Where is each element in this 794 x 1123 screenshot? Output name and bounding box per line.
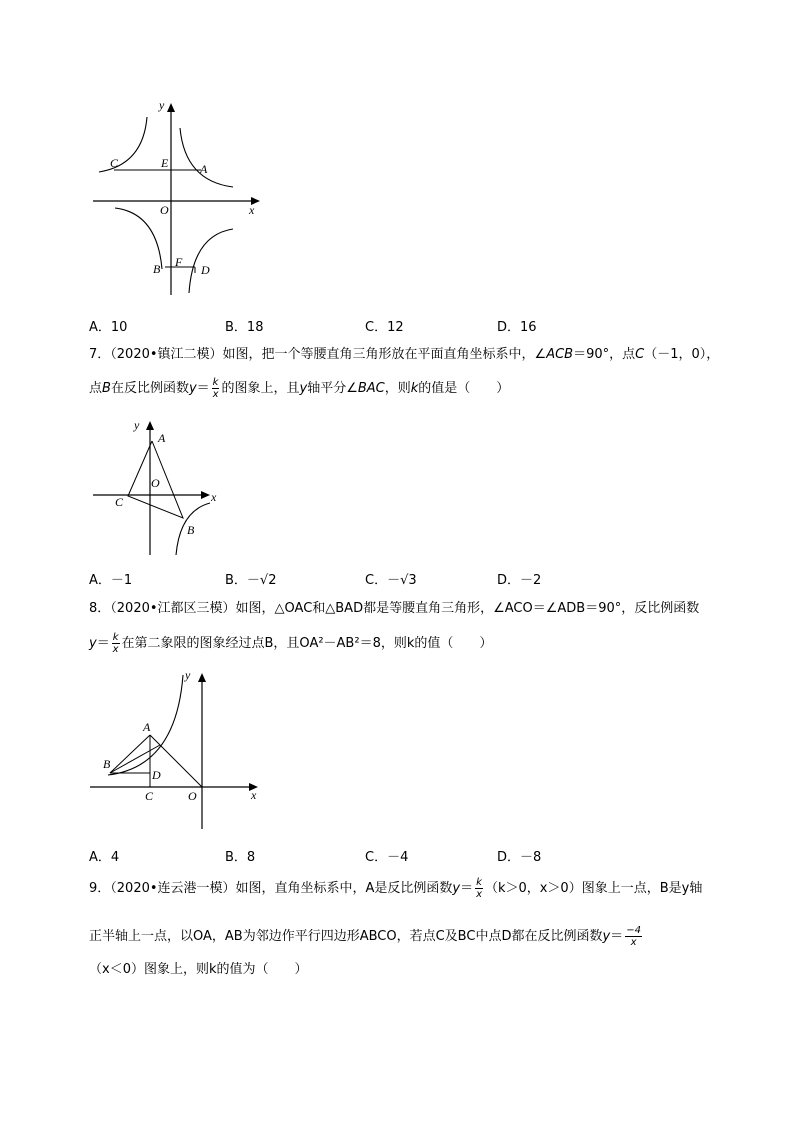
q6-label-f: F — [175, 255, 183, 269]
q7-option-c[interactable]: C．－√3 — [365, 573, 417, 588]
q6-label-e: E — [161, 156, 169, 170]
q7-label-y: y — [134, 418, 140, 432]
q9-fraction-2: $\frac{-4}{x}$ — [626, 925, 641, 948]
q7-label-o: O — [151, 476, 160, 490]
q7-option-a[interactable]: A．－1 — [89, 573, 133, 588]
q7-label-c: C — [115, 495, 124, 509]
q6-figure — [85, 95, 270, 300]
q6-label-y: y — [159, 98, 165, 112]
q7-label-x: x — [211, 490, 217, 504]
q9-fraction: $\frac{k}{x}$ — [476, 877, 482, 900]
q6-label-c: C — [110, 156, 119, 170]
q9-line1: 9．（2020•连云港一模）如图，直角坐标系中，A是反比例函数y＝ $\frac{k}{x}$ （k＞0，x＞0）图象上一点，B是y轴 — [89, 877, 703, 900]
q7-line2: 点B在反比例函数y＝ $\frac{k}{x}$ 的图象上，且y轴平分∠BAC，则k的值是（ ） — [89, 377, 510, 400]
q8-figure — [88, 667, 263, 832]
q9-line3: （x＜0）图象上，则k的值为（ ） — [89, 962, 308, 977]
q6-option-c[interactable]: C．12 — [365, 320, 404, 335]
q8-fraction: $\frac{k}{x}$ — [112, 632, 119, 655]
q6-label-d: D — [201, 263, 210, 277]
q7-option-d[interactable]: D．－2 — [497, 573, 542, 588]
q8-label-x: x — [251, 788, 257, 802]
q7-figure — [88, 415, 223, 560]
q6-label-o: O — [160, 203, 169, 217]
q8-label-o: O — [188, 789, 197, 803]
q6-option-b[interactable]: B．18 — [225, 320, 264, 335]
q7-option-b[interactable]: B．－√2 — [225, 573, 277, 588]
q7-label-a: A — [158, 431, 166, 445]
q7-fraction: $\frac{k}{x}$ — [212, 377, 219, 400]
q8-label-b: B — [103, 757, 111, 771]
q7-label-b: B — [187, 523, 195, 537]
q6-label-x: x — [249, 203, 255, 217]
q7-line1: 7．（2020•镇江二模）如图，把一个等腰直角三角形放在平面直角坐标系中，∠ACB＝90°，点C（－1，0）， — [89, 347, 720, 362]
q8-label-a: A — [143, 720, 151, 734]
q6-label-a: A — [200, 162, 208, 176]
q6-option-d[interactable]: D．16 — [497, 320, 537, 335]
q8-line1: 8．（2020•江都区三模）如图，△OAC和△BAD都是等腰直角三角形，∠ACO＝∠ADB＝90°，反比例函数 — [89, 601, 700, 616]
q8-label-c: C — [145, 789, 154, 803]
q8-option-d[interactable]: D．－8 — [497, 850, 542, 865]
q8-option-b[interactable]: B．8 — [225, 850, 256, 865]
q8-label-d: D — [152, 768, 161, 782]
q9-line2: 正半轴上一点，以OA，AB为邻边作平行四边形ABCO，若点C及BC中点D都在反比例函数y＝ $\frac{-4}{x}$ — [89, 925, 641, 948]
q6-option-a[interactable]: A．10 — [89, 320, 128, 335]
q8-option-c[interactable]: C．－4 — [365, 850, 409, 865]
q8-label-y: y — [185, 668, 191, 682]
q6-label-b: B — [153, 262, 161, 276]
q8-option-a[interactable]: A．4 — [89, 850, 120, 865]
q8-line2: y＝ $\frac{k}{x}$ 在第二象限的图象经过点B，且OA²－AB²＝8，则k的值（ ） — [89, 632, 493, 655]
